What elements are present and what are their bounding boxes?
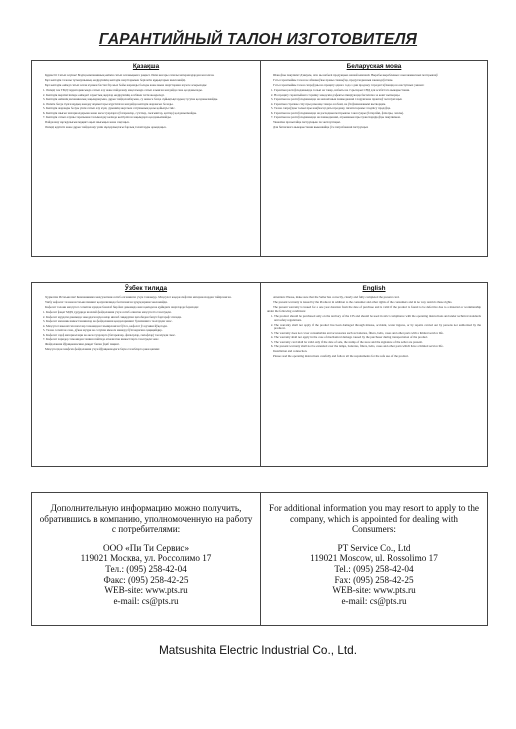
condition-item: 6. Кепілдік шығыс материалдарына және аксессуарларға (батареялар, сүзгілер, сызғыштар, қаптар) қолданылмайды. [46, 112, 253, 116]
condition-item: 1. The product should be purchased only on the territory of the CIS and should be used in strict compliance with the operating instructions and under technical standards and safety regulations. [274, 315, 481, 323]
contact-fax: Факс: (095) 258-42-25 [103, 574, 189, 585]
contact-address: 119021 Москва, ул. Россолимо 17 [80, 553, 212, 564]
condition-item: 2. Кепілдік мерзімі ішінде өнімдегі зауыттық ақаулар өндірушінің есебінен тегін жөнделеді. [46, 94, 253, 98]
body-paragraph: Гэты гарантыйны талон сапраўдны на працягу аднаго года з дня продажу і прадастаўляецца на наступных умовах: [273, 83, 425, 88]
condition-item: 2. The warranty shall not apply if the product has been damaged through misuse, accident, water ingress, or by repairs carried out by persons not authorized by the producer. [274, 324, 481, 332]
note-paragraph: Please read the operating instructions carefully and follow all the requirements for the safe use of the product. [273, 354, 409, 359]
condition-item: 3. The warranty does not cover consumables and accessories such as batteries, filters, belts, cases and other parts with a limited service life. [274, 332, 481, 336]
condition-item: 7. Кепілдік сатып алушы тарапынан тасымалдау кезінде келтірілген зақымдарға қолданылмайды. [46, 116, 253, 120]
body-paragraph: Шаноўны пакупнік! Дзякуем, што вы набылі прадукцыю нашай кампаніі. Вырабы вырабленыя з высакаякасных матэрыялаў. [273, 73, 439, 77]
condition-item: 5. The warranty card shall be valid only if the date of sale, the stamp of the store and the signature of the seller are present. [274, 341, 481, 345]
condition-item: 4. Өнімге бөгде тұлғалардың жөндеу жұмыстары жүргізілген жағдайда кепілдік жарамсыз болады. [46, 103, 253, 107]
page-title: ГАРАНТИЙНЫЙ ТАЛОН ИЗГОТОВИТЕЛЯ [98, 31, 418, 48]
condition-item: 4. Маҳсулот ваколатсиз шахслар томонидан таъмирланган бўлса, кафолат ўз кучини йўқотади. [46, 325, 253, 329]
body-paragraph: Ҳурматли Истеъмолчи! Компаниямиз маҳсулотини сотиб олганингиз учун ташаккур. Маҳсулот юқори сифатли материаллардан тайёрланган. [45, 295, 232, 299]
contact-address: 119021 Moscow, ul. Rossolimo 17 [310, 553, 438, 564]
condition-item: 2. На працягу гарантыйнага тэрміну заводскія дэфекты ліквідуюцца бясплатна за кошт вытворцы. [274, 94, 481, 98]
condition-item: 1. Кафолат фақат МДҲ ҳудудида шахсий фойдаланиш учун сотиб олинган маҳсулотга тааллуқли. [46, 311, 253, 315]
section-belarusian [267, 63, 481, 131]
section-heading: Ўзбек тилида [124, 285, 168, 292]
conditions-list [39, 89, 253, 119]
contact-website: WEB-site: www.pts.ru [104, 585, 188, 596]
condition-item: 6. Гарантыя не распаўсюджваецца на расходныя матэрыялы і аксесуары (батарэйкі, фільтры, чахлы). [274, 112, 481, 116]
contact-fax: Fax: (095) 258-42-25 [334, 574, 414, 585]
contact-intro: Дополнительную информацию можно получить, обратившись в компанию, уполномоченную на работу с потребителями: [39, 503, 253, 535]
column-divider [260, 61, 261, 256]
condition-item: 2. Кафолат муддати давомида заводдаги нуқсонлар ишлаб чиқарувчи ҳисобидан бепул бартараф этилади. [46, 316, 253, 320]
body-paragraph: Ушбу кафолат талони истеъмолчининг қонунчиликда белгиланган ҳуқуқларини чекламайди. [45, 300, 168, 305]
body-paragraph: Гэты гарантыйны талон не абмяжоўвае правы спажыўца, прадугледжаныя заканадаўствам. [273, 78, 394, 83]
body-paragraph: The present warranty is issued for a one year duration from the date of purchase and is valid if the product is found to be defective due to a material or workmanship under the following conditions: [267, 305, 481, 314]
contact-ru [39, 503, 253, 606]
condition-item: 4. Гарантыя страчвае сілу пры рамонце тавара асобамі, не ўпаўнаважанымі вытворцам. [274, 103, 481, 107]
contact-intro: For additional information you may resort to apply to the company, which is appointed for dealing with Consumers: [269, 503, 479, 535]
condition-item: 6. The present warranty shall not be extended over the lamps, batteries, filters, belts, cases and other parts which have a limited service life. [274, 345, 481, 349]
note-paragraph: Installation and connection. [273, 349, 308, 354]
contact-company: PT Service Co., Ltd [337, 542, 411, 553]
condition-item: 4. The warranty shall not apply in the case of mechanical damage caused by the purchaser during transportation of the product. [274, 336, 481, 340]
body-paragraph: Құрметті Сатып алушы! Біздің компанияның өнімін сатып алғаныңызға рақмет. Өнім жоғары сапалы материалдардан жасалған. [45, 73, 215, 77]
contact-email: e-mail: cs@pts.ru [341, 595, 407, 606]
contact-phone: Тел.: (095) 258-42-04 [105, 563, 187, 574]
condition-item: 1. Гарантыя распаўсюджваецца толькі на тавар, набыты на тэрыторыі СНД для асабістага выкарыстання. [274, 89, 481, 93]
body-paragraph: Attention: Please, make sure that the Seller has correctly, clearly and fully completed the present card. [273, 295, 400, 299]
body-paragraph: The present warranty is issued by the Producer in addition to the consumer and other rights of the consumers and in no way restricts these rights. [273, 300, 453, 305]
contact-en [267, 503, 481, 606]
condition-item: 5. Кепілдік жарамды болуы үшін сатып алу күні, дүкеннің мөрі мен сатушының қолы қойылуы тиіс. [46, 107, 253, 111]
contact-website: WEB-site: www.pts.ru [332, 585, 416, 596]
manufacturer-footer: Matsushita Electric Industrial Co., Ltd. [158, 643, 357, 657]
section-english [267, 285, 481, 361]
section-heading: Қазақша [132, 63, 160, 70]
note-paragraph: Пайдалану нұсқаулығын мұқият оқып шығыңыз және сақтаңыз. [45, 120, 130, 125]
conditions-list [267, 315, 481, 349]
contact-phone: Tel.: (095) 258-42-04 [334, 563, 414, 574]
section-uzbek [39, 285, 253, 353]
condition-item: 7. Кафолат харидор томонидан ташиш пайтида етказилган шикастларга тааллуқли эмас. [46, 338, 253, 342]
warranty-box-kz-by [31, 60, 488, 257]
note-paragraph: Фойдаланиш йўриқномасини диққат билан ўқиб чиқинг. [45, 342, 120, 347]
condition-item: 1. Өнімді тек ТМД территориясында сатып алу және пайдалану мақсатында сатып алынған жағдайда ғана қолданылады. [46, 89, 253, 93]
note-paragraph: Маҳсулотдан хавфсиз фойдаланиш учун йўриқномадаги барча талабларга риоя қилинг. [45, 347, 160, 352]
body-paragraph: Бұл кепілдік талоны тұтынушының өндірушінің кепілдік шарттарымен берілетін құқықтарын шектемейді. [45, 78, 186, 83]
note-paragraph: Уважліва прачытайце інструкцыю па эксплуатацыі. [273, 120, 341, 125]
column-divider [260, 493, 261, 625]
body-paragraph: Бұл кепілдік өнімді сатып алған күннен бастап бір жыл бойы жарамды болады және мына шарттармен жүзеге асырылады: [45, 83, 208, 88]
column-divider [260, 283, 261, 466]
condition-item: 3. Гарантыя не распаўсюджваецца на механічныя пашкоджанні і парушэнне правілаў эксплуатацыі. [274, 98, 481, 102]
condition-item: 6. Кафолат сарф материаллари ва аксессуарларга (батареялар, фильтрлар, ғилофлар) тааллуқли эмас. [46, 334, 253, 338]
condition-item: 5. Талон сотилган сана, дўкон муҳри ва сотувчи имзоси мавжуд бўлгандагина ҳақиқийдир. [46, 329, 253, 333]
condition-item: 7. Гарантыя не распаўсюджваецца на пашкоджанні, атрыманыя пры транспарціроўцы пакупніком. [274, 116, 481, 120]
conditions-list [39, 311, 253, 341]
condition-item: 3. Кепілдік өнімнің механикалық зақымдануына, дұрыс пайдаланбауына, су немесе басқа сұйықтықтардың түсуіне қолданылмайды. [46, 98, 253, 102]
body-paragraph: Кафолат талони маҳсулот сотилган кундан бошлаб бир йил давомида амал қилади ва қуйидаги шартларда берилади: [45, 305, 199, 310]
contact-box [31, 492, 488, 626]
contact-email: e-mail: cs@pts.ru [113, 595, 179, 606]
conditions-list [267, 89, 481, 119]
note-paragraph: Өнімді қауіпсіз және дұрыс пайдалану үшін нұсқаулықтағы барлық талаптарды орындаңыз. [45, 125, 167, 130]
note-paragraph: Для бяспечнага выкарыстання выконвайце ўсе патрабаванні інструкцыі. [273, 125, 369, 130]
condition-item: 3. Кафолат механик шикастланишлар ва фойдаланиш қоидаларининг бузилишига тааллуқли эмас. [46, 320, 253, 324]
condition-item: 5. Талон сапраўдны толькі пры наяўнасці даты продажу, пячаткі крамы і подпісу прадаўца. [274, 107, 481, 111]
contact-company: ООО «Пи Ти Сервис» [102, 542, 190, 553]
warranty-box-uz-en [31, 282, 488, 467]
section-heading: English [362, 285, 386, 292]
section-kazakh [39, 63, 253, 131]
section-heading: Беларуская мова [346, 63, 402, 70]
